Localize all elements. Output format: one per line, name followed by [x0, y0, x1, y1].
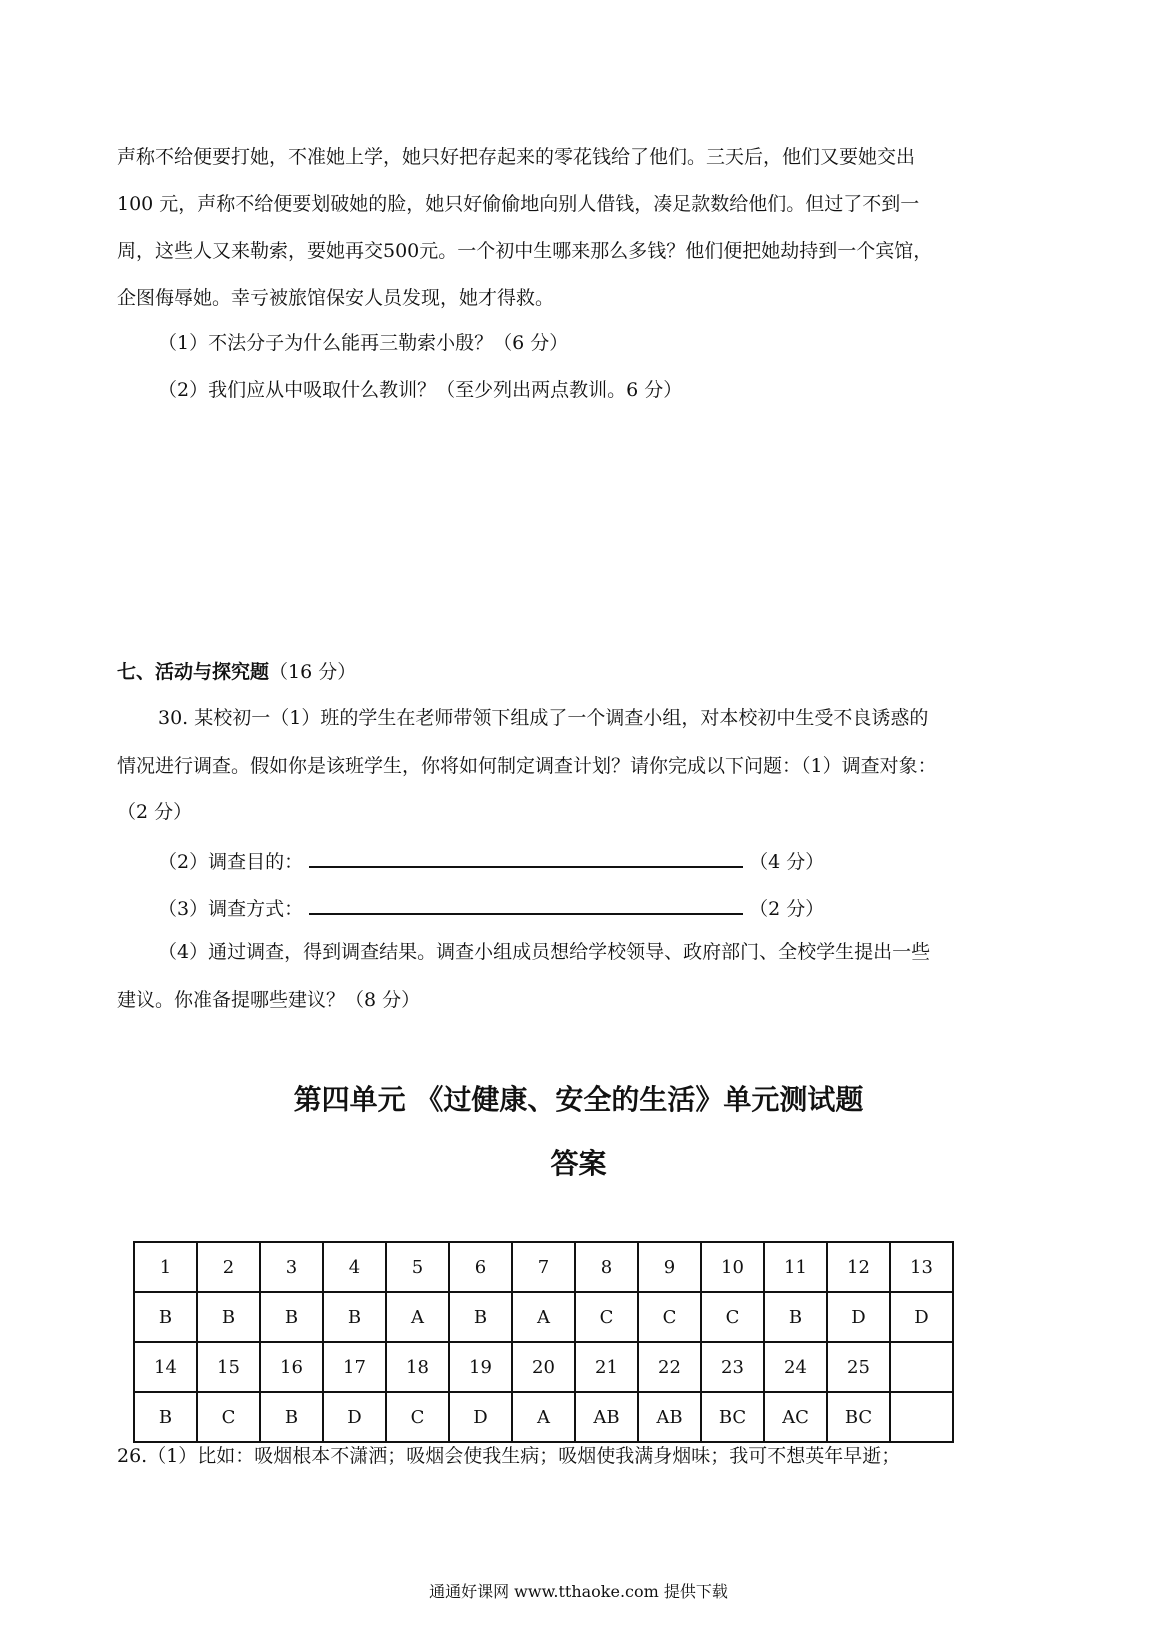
- answer-cell: B: [134, 1292, 197, 1342]
- answer-cell: 16: [260, 1342, 323, 1392]
- answer-cell: D: [449, 1392, 512, 1442]
- answer-table: [133, 1241, 954, 1443]
- answer-cell: 1: [134, 1242, 197, 1292]
- answer-cell: 11: [764, 1242, 827, 1292]
- question-30-line-1: 30. 某校初一（1）班的学生在老师带领下组成了一个调查小组，对本校初中生受不良诱惑的: [158, 707, 929, 729]
- answer-cell: AC: [764, 1392, 827, 1442]
- answer-cell: 17: [323, 1342, 386, 1392]
- answer-table-row: [134, 1342, 953, 1392]
- answer-cell: 9: [638, 1242, 701, 1292]
- story-line-1: 声称不给便要打她，不准她上学，她只好把存起来的零花钱给了他们。三天后，他们又要她交出: [117, 146, 916, 168]
- answer-cell: B: [449, 1292, 512, 1342]
- section-7-points: （16 分）: [269, 661, 357, 683]
- answer-cell: 24: [764, 1342, 827, 1392]
- answer-cell: 5: [386, 1242, 449, 1292]
- unit-title: 第四单元 《过健康、安全的生活》单元测试题: [293, 1083, 864, 1116]
- answer-cell: 12: [827, 1242, 890, 1292]
- answer-table-row: [134, 1392, 953, 1442]
- answer-cell: 4: [323, 1242, 386, 1292]
- purpose-answer-blank[interactable]: [309, 846, 743, 868]
- answer-cell: A: [386, 1292, 449, 1342]
- answer-cell: C: [386, 1392, 449, 1442]
- answer-cell: BC: [827, 1392, 890, 1442]
- question-30-sub4-line-1: （4）通过调查，得到调查结果。调查小组成员想给学校领导、政府部门、全校学生提出一些: [158, 941, 931, 963]
- sub2-label: （2）调查目的：: [158, 851, 304, 873]
- answer-cell: 22: [638, 1342, 701, 1392]
- question-30-sub4-line-2: 建议。你准备提哪些建议？（8 分）: [117, 989, 421, 1011]
- answer-cell: BC: [701, 1392, 764, 1442]
- answer-cell: 20: [512, 1342, 575, 1392]
- answer-cell: [890, 1392, 953, 1442]
- answer-cell: B: [323, 1292, 386, 1342]
- answer-cell: 7: [512, 1242, 575, 1292]
- answer-cell: 14: [134, 1342, 197, 1392]
- story-line-2: 100 元，声称不给便要划破她的脸，她只好偷偷地向别人借钱，凑足款数给他们。但过了不到一: [117, 193, 920, 215]
- question-30-line-3: （2 分）: [117, 801, 193, 823]
- answer-cell: B: [197, 1292, 260, 1342]
- answer-cell: D: [827, 1292, 890, 1342]
- answer-cell: 13: [890, 1242, 953, 1292]
- answer-cell: 21: [575, 1342, 638, 1392]
- answer-cell: C: [701, 1292, 764, 1342]
- story-line-4: 企图侮辱她。幸亏被旅馆保安人员发现，她才得救。: [117, 287, 555, 309]
- answer-cell: 25: [827, 1342, 890, 1392]
- answer-cell: C: [575, 1292, 638, 1342]
- method-answer-blank[interactable]: [309, 893, 743, 915]
- answer-cell: B: [764, 1292, 827, 1342]
- answer-cell: [890, 1342, 953, 1392]
- answer-cell: B: [134, 1392, 197, 1442]
- answer-cell: A: [512, 1392, 575, 1442]
- answer-cell: B: [260, 1392, 323, 1442]
- question-29-sub1: （1）不法分子为什么能再三勒索小殷？（6 分）: [158, 332, 569, 354]
- answer-title: 答案: [550, 1147, 607, 1180]
- answer-cell: C: [638, 1292, 701, 1342]
- answer-cell: D: [890, 1292, 953, 1342]
- answer-cell: 18: [386, 1342, 449, 1392]
- answer-table-row: [134, 1292, 953, 1342]
- sub3-points: （2 分）: [749, 898, 825, 920]
- answer-cell: AB: [638, 1392, 701, 1442]
- story-line-3: 周，这些人又来勒索，要她再交500元。一个初中生哪来那么多钱？他们便把她劫持到一个宾馆，: [117, 240, 933, 262]
- footer-credit: 通通好课网 www.tthaoke.com 提供下载: [429, 1582, 728, 1601]
- answer-cell: 8: [575, 1242, 638, 1292]
- sub3-label: （3）调查方式：: [158, 898, 304, 920]
- answer-cell: 6: [449, 1242, 512, 1292]
- answer-cell: 15: [197, 1342, 260, 1392]
- answer-cell: 19: [449, 1342, 512, 1392]
- sub2-points: （4 分）: [749, 851, 825, 873]
- answer-cell: 3: [260, 1242, 323, 1292]
- question-29-sub2: （2）我们应从中吸取什么教训？（至少列出两点教训。6 分）: [158, 379, 683, 401]
- answer-cell: B: [260, 1292, 323, 1342]
- question-30-line-2: 情况进行调查。假如你是该班学生，你将如何制定调查计划？请你完成以下问题：（1）调查对象：: [117, 755, 937, 777]
- answer-cell: A: [512, 1292, 575, 1342]
- answer-table-row: [134, 1242, 953, 1292]
- answer-cell: C: [197, 1392, 260, 1442]
- answer-cell: 2: [197, 1242, 260, 1292]
- section-7-title: 七、活动与探究题: [117, 661, 270, 683]
- answer-cell: 10: [701, 1242, 764, 1292]
- answer-cell: D: [323, 1392, 386, 1442]
- answer-26-line: 26.（1）比如：吸烟根本不潇洒；吸烟会使我生病；吸烟使我满身烟味；我可不想英年早逝；: [117, 1445, 901, 1467]
- answer-cell: AB: [575, 1392, 638, 1442]
- answer-cell: 23: [701, 1342, 764, 1392]
- question-30-sub3: [158, 893, 1038, 921]
- section-7-heading: [117, 660, 1037, 684]
- question-30-sub2: [158, 846, 1038, 874]
